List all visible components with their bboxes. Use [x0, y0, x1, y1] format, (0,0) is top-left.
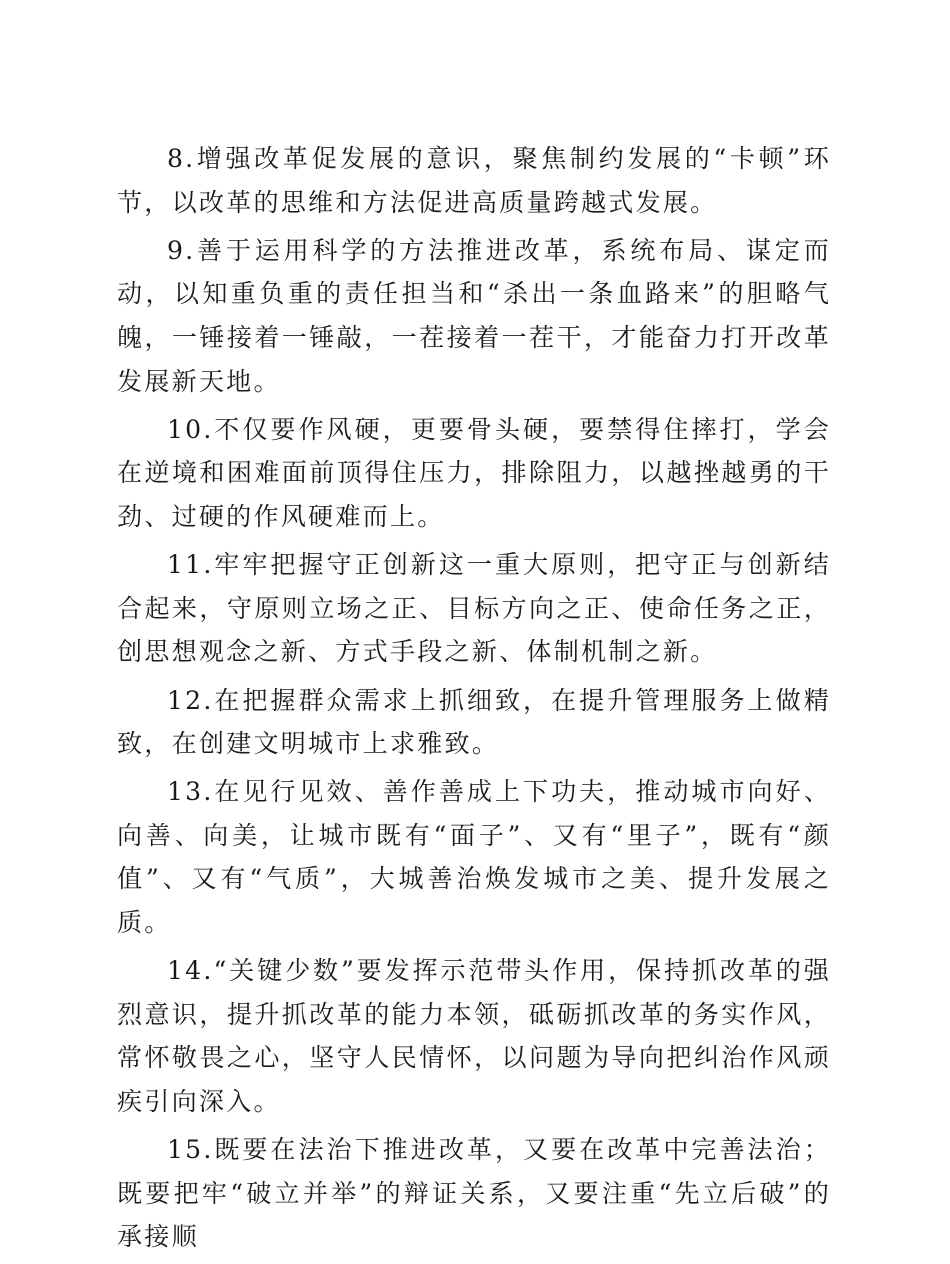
paragraph-11: 11.牢牢把握守正创新这一重大原则，把守正与创新结合起来，守原则立场之正、目标方向之正、使命任务之正，创思想观念之新、方式手段之新、体制机制之新。: [117, 550, 831, 667]
paragraph-14: 14.“关键少数”要发挥示范带头作用，保持抓改革的强烈意识，提升抓改革的能力本领，砥砺抓改革的务实作风，常怀敬畏之心，坚守人民情怀，以问题为导向把纠治作风顽疾引向深入。: [117, 956, 831, 1117]
paragraph-13: 13.在见行见效、善作善成上下功夫，推动城市向好、向善、向美，让城市既有“面子”、又有“里子”，既有“颜值”、又有“气质”，大城善治焕发城市之美、提升发展之质。: [117, 777, 831, 938]
paragraph-9: 9.善于运用科学的方法推进改革，系统布局、谋定而动，以知重负重的责任担当和“杀出一条血路来”的胆略气魄，一锤接着一锤敲，一茬接着一茬干，才能奋力打开改革发展新天地。: [117, 235, 831, 396]
paragraph-8: 8.增强改革促发展的意识，聚焦制约发展的“卡顿”环节，以改革的思维和方法促进高质量跨越式发展。: [117, 144, 831, 217]
document-body: [117, 137, 831, 1264]
paragraph-10: 10.不仅要作风硬，更要骨头硬，要禁得住摔打，学会在逆境和困难面前顶得住压力，排除阻力，以越挫越勇的干劲、过硬的作风硬难而上。: [117, 414, 831, 531]
paragraph-12: 12.在把握群众需求上抓细致，在提升管理服务上做精致，在创建文明城市上求雅致。: [117, 685, 831, 759]
paragraph-15: 15.既要在法治下推进改革，又要在改革中完善法治；既要把牢“破立并举”的辩证关系，又要注重“先立后破”的承接顺: [117, 1135, 831, 1252]
